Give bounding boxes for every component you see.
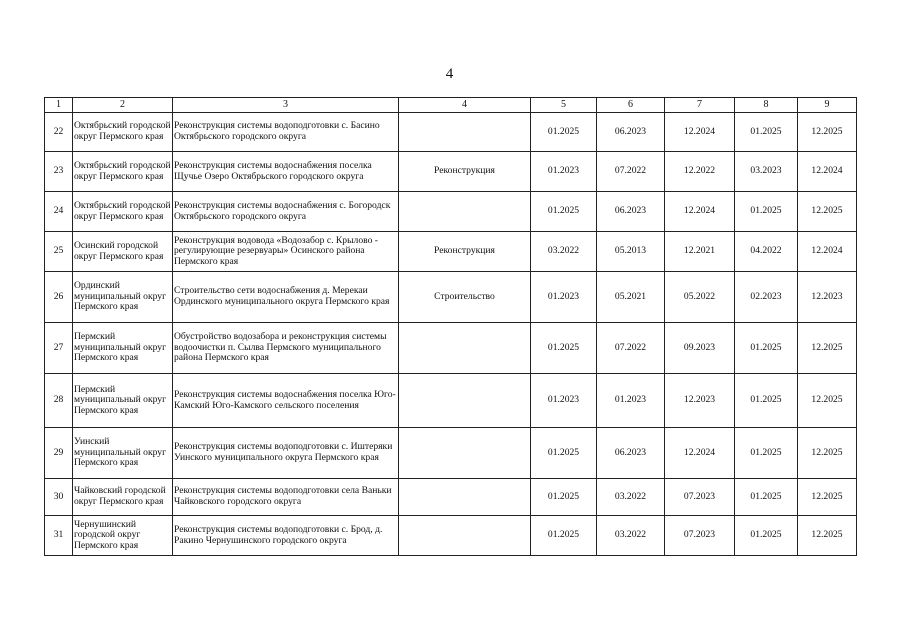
row-number: 22	[45, 113, 73, 152]
column-header: 5	[531, 98, 597, 113]
municipality-cell: Ординский муниципальный округ Пермского края	[73, 272, 173, 323]
date-cell-8: 01.2025	[735, 113, 798, 152]
date-cell-7: 07.2023	[665, 516, 735, 556]
row-number: 25	[45, 232, 73, 272]
date-cell-5: 01.2023	[531, 374, 597, 428]
table-row	[45, 152, 857, 192]
table-row	[45, 232, 857, 272]
date-cell-5: 01.2023	[531, 272, 597, 323]
date-cell-6: 05.2013	[597, 232, 665, 272]
row-number: 26	[45, 272, 73, 323]
work-type-cell	[399, 192, 531, 232]
date-cell-8: 01.2025	[735, 516, 798, 556]
date-cell-6: 07.2022	[597, 152, 665, 192]
date-cell-6: 01.2023	[597, 374, 665, 428]
date-cell-7: 09.2023	[665, 323, 735, 374]
header-row	[45, 98, 857, 113]
date-cell-8: 04.2022	[735, 232, 798, 272]
date-cell-8: 01.2025	[735, 374, 798, 428]
date-cell-5: 01.2025	[531, 479, 597, 516]
row-number: 30	[45, 479, 73, 516]
work-type-cell	[399, 428, 531, 479]
date-cell-7: 12.2024	[665, 428, 735, 479]
object-name-cell: Обустройство водозабора и реконструкция системы водоочистки п. Сылва Пермского муниципального района Пермского края	[173, 323, 399, 374]
work-type-cell: Строительство	[399, 272, 531, 323]
row-number: 27	[45, 323, 73, 374]
column-header: 9	[798, 98, 857, 113]
work-type-cell	[399, 113, 531, 152]
table-row	[45, 113, 857, 152]
date-cell-7: 12.2024	[665, 113, 735, 152]
date-cell-6: 06.2023	[597, 113, 665, 152]
date-cell-5: 01.2025	[531, 428, 597, 479]
page-number: 4	[445, 66, 454, 82]
object-name-cell: Реконструкция водовода «Водозабор с. Крылово - регулирующие резервуары» Осинского района Пермского края	[173, 232, 399, 272]
table-row	[45, 516, 857, 556]
date-cell-5: 01.2023	[531, 152, 597, 192]
date-cell-5: 01.2025	[531, 323, 597, 374]
table-row	[45, 479, 857, 516]
date-cell-8: 01.2025	[735, 323, 798, 374]
object-name-cell: Реконструкция системы водоподготовки с. Иштеряки Уинского муниципального округа Пермского края	[173, 428, 399, 479]
column-header: 8	[735, 98, 798, 113]
projects-table	[44, 97, 857, 556]
row-number: 29	[45, 428, 73, 479]
table-row	[45, 428, 857, 479]
municipality-cell: Пермский муниципальный округ Пермского края	[73, 323, 173, 374]
date-cell-6: 03.2022	[597, 479, 665, 516]
date-cell-9: 12.2023	[798, 272, 857, 323]
object-name-cell: Строительство сети водоснабжения д. Мерекаи Ординского муниципального округа Пермского края	[173, 272, 399, 323]
column-header: 6	[597, 98, 665, 113]
object-name-cell: Реконструкция системы водоснабжения поселка Юго-Камский Юго-Камского сельского поселения	[173, 374, 399, 428]
municipality-cell: Чайковский городской округ Пермского края	[73, 479, 173, 516]
work-type-cell	[399, 479, 531, 516]
date-cell-9: 12.2025	[798, 113, 857, 152]
date-cell-7: 12.2021	[665, 232, 735, 272]
object-name-cell: Реконструкция системы водоснабжения с. Богородск Октябрьского городского округа	[173, 192, 399, 232]
object-name-cell: Реконструкция системы водоподготовки села Ваньки Чайковского городского округа	[173, 479, 399, 516]
row-number: 28	[45, 374, 73, 428]
work-type-cell	[399, 516, 531, 556]
date-cell-7: 12.2022	[665, 152, 735, 192]
object-name-cell: Реконструкция системы водоснабжения поселка Щучье Озеро Октябрьского городского округа	[173, 152, 399, 192]
municipality-cell: Чернушинский городской округ Пермского края	[73, 516, 173, 556]
object-name-cell: Реконструкция системы водоподготовки с. Брод, д. Ракино Чернушинского городского округа	[173, 516, 399, 556]
row-number: 24	[45, 192, 73, 232]
date-cell-9: 12.2024	[798, 152, 857, 192]
column-header: 3	[173, 98, 399, 113]
date-cell-8: 01.2025	[735, 479, 798, 516]
municipality-cell: Октябрьский городской округ Пермского края	[73, 192, 173, 232]
work-type-cell	[399, 374, 531, 428]
municipality-cell: Уинский муниципальный округ Пермского края	[73, 428, 173, 479]
date-cell-6: 05.2021	[597, 272, 665, 323]
row-number: 31	[45, 516, 73, 556]
table-row	[45, 192, 857, 232]
date-cell-8: 01.2025	[735, 192, 798, 232]
date-cell-5: 01.2025	[531, 113, 597, 152]
table-row	[45, 272, 857, 323]
work-type-cell: Реконструкция	[399, 232, 531, 272]
date-cell-5: 01.2025	[531, 516, 597, 556]
column-header: 1	[45, 98, 73, 113]
column-header: 7	[665, 98, 735, 113]
table-row	[45, 374, 857, 428]
date-cell-6: 03.2022	[597, 516, 665, 556]
date-cell-9: 12.2025	[798, 479, 857, 516]
date-cell-7: 12.2024	[665, 192, 735, 232]
table-row	[45, 323, 857, 374]
municipality-cell: Осинский городской округ Пермского края	[73, 232, 173, 272]
municipality-cell: Пермский муниципальный округ Пермского края	[73, 374, 173, 428]
object-name-cell: Реконструкция системы водоподготовки с. Басино Октябрьского городского округа	[173, 113, 399, 152]
date-cell-5: 01.2025	[531, 192, 597, 232]
column-header: 2	[73, 98, 173, 113]
date-cell-8: 02.2023	[735, 272, 798, 323]
date-cell-5: 03.2022	[531, 232, 597, 272]
date-cell-6: 06.2023	[597, 428, 665, 479]
date-cell-9: 12.2025	[798, 323, 857, 374]
date-cell-9: 12.2024	[798, 232, 857, 272]
date-cell-9: 12.2025	[798, 192, 857, 232]
date-cell-9: 12.2025	[798, 374, 857, 428]
municipality-cell: Октябрьский городской округ Пермского края	[73, 152, 173, 192]
date-cell-8: 03.2023	[735, 152, 798, 192]
date-cell-9: 12.2025	[798, 428, 857, 479]
date-cell-6: 06.2023	[597, 192, 665, 232]
date-cell-7: 07.2023	[665, 479, 735, 516]
date-cell-7: 05.2022	[665, 272, 735, 323]
column-header: 4	[399, 98, 531, 113]
date-cell-7: 12.2023	[665, 374, 735, 428]
municipality-cell: Октябрьский городской округ Пермского края	[73, 113, 173, 152]
work-type-cell: Реконструкция	[399, 152, 531, 192]
work-type-cell	[399, 323, 531, 374]
date-cell-6: 07.2022	[597, 323, 665, 374]
date-cell-8: 01.2025	[735, 428, 798, 479]
date-cell-9: 12.2025	[798, 516, 857, 556]
row-number: 23	[45, 152, 73, 192]
